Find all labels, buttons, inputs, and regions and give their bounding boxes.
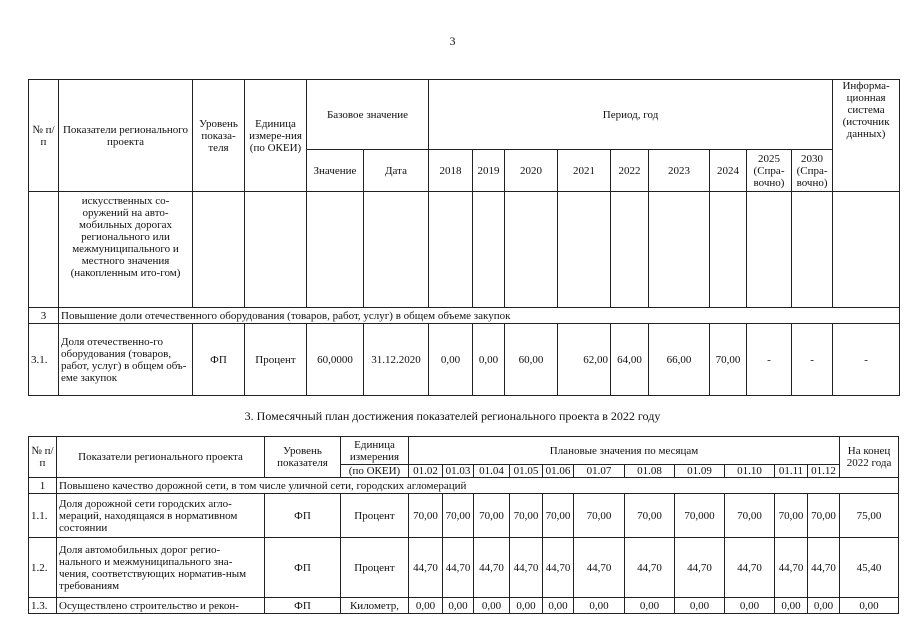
- month-value: 70,00: [409, 494, 443, 538]
- indicator-unit: Процент: [341, 494, 409, 538]
- year-value: 70,00: [710, 324, 747, 396]
- year-value: -: [792, 324, 833, 396]
- month-value: 70,00: [443, 494, 474, 538]
- month-value: 0,00: [474, 598, 510, 614]
- month-value: 44,70: [510, 538, 543, 598]
- row-number: 1.2.: [29, 538, 57, 598]
- row-number: 1.1.: [29, 494, 57, 538]
- month-value: 44,70: [574, 538, 625, 598]
- month-value: 0,00: [543, 598, 574, 614]
- month-header: 01.05: [510, 465, 543, 478]
- monthly-plan-table: [28, 436, 899, 614]
- month-value: 0,00: [775, 598, 808, 614]
- section-title: Повышено качество дорожной сети, в том числе уличной сети, городских агломераций: [57, 478, 899, 494]
- indicator-unit: Километр,: [341, 598, 409, 614]
- month-value: 44,70: [725, 538, 775, 598]
- col-unit-okei: (по ОКЕИ): [341, 465, 409, 478]
- month-value: 0,00: [409, 598, 443, 614]
- section-number: 3: [29, 308, 59, 324]
- col-num-header: № п/п: [29, 437, 57, 478]
- year-header: 2021: [558, 150, 611, 192]
- indicator-level: ФП: [265, 598, 341, 614]
- col-info-header: Информа-ционная система (источник данных): [833, 80, 900, 192]
- month-value: 70,00: [543, 494, 574, 538]
- col-unit-header: Единица измере-ния (по ОКЕИ): [245, 80, 307, 192]
- col-value-header: Значение: [307, 150, 364, 192]
- end-value: 0,00: [840, 598, 899, 614]
- year-value: 64,00: [611, 324, 649, 396]
- month-header: 01.12: [808, 465, 840, 478]
- col-indicator-header: Показатели регионального проекта: [59, 80, 193, 192]
- indicator-level: ФП: [265, 538, 341, 598]
- year-value: 0,00: [473, 324, 505, 396]
- table-row: [29, 494, 899, 538]
- row-number: 1.3.: [29, 598, 57, 614]
- section-caption: 3. Помесячный план достижения показателей регионального проекта в 2022 году: [244, 409, 661, 423]
- month-value: 0,00: [625, 598, 675, 614]
- month-value: 0,00: [443, 598, 474, 614]
- table-row: [29, 598, 899, 614]
- section-row: [29, 478, 899, 494]
- section-row: [29, 308, 900, 324]
- info-source: -: [833, 324, 900, 396]
- month-value: 44,70: [409, 538, 443, 598]
- month-value: 70,00: [474, 494, 510, 538]
- month-header: 01.09: [675, 465, 725, 478]
- year-header: 2023: [649, 150, 710, 192]
- table-row: [29, 324, 900, 396]
- col-level-header: Уровень показа-теля: [193, 80, 245, 192]
- end-value: 45,40: [840, 538, 899, 598]
- month-header: 01.11: [775, 465, 808, 478]
- base-date: 31.12.2020: [364, 324, 429, 396]
- month-header: 01.10: [725, 465, 775, 478]
- year-value: 62,00: [558, 324, 611, 396]
- month-value: 0,00: [675, 598, 725, 614]
- col-unit-header: Единица измерения: [341, 437, 409, 465]
- year-header: 2022: [611, 150, 649, 192]
- month-value: 44,70: [443, 538, 474, 598]
- col-planned-header: Плановые значения по месяцам: [409, 437, 840, 465]
- indicators-table: [28, 79, 900, 396]
- month-header: 01.07: [574, 465, 625, 478]
- month-value: 0,00: [808, 598, 840, 614]
- month-value: 44,70: [775, 538, 808, 598]
- section-number: 1: [29, 478, 57, 494]
- indicator-unit: Процент: [341, 538, 409, 598]
- col-level-header: Уровень показателя: [265, 437, 341, 478]
- base-value: 60,0000: [307, 324, 364, 396]
- month-value: 44,70: [474, 538, 510, 598]
- col-period-header: Период, год: [429, 80, 833, 150]
- month-value: 70,00: [510, 494, 543, 538]
- month-header: 01.08: [625, 465, 675, 478]
- year-header: 2030 (Спра-вочно): [792, 150, 833, 192]
- year-header: 2024: [710, 150, 747, 192]
- month-value: 44,70: [675, 538, 725, 598]
- section-title: Повышение доли отечественного оборудования (товаров, работ, услуг) в общем объеме закупок: [59, 308, 900, 324]
- year-value: 0,00: [429, 324, 473, 396]
- year-header: 2019: [473, 150, 505, 192]
- col-date-header: Дата: [364, 150, 429, 192]
- month-value: 0,00: [725, 598, 775, 614]
- table-row: [29, 192, 900, 308]
- year-value: 60,00: [505, 324, 558, 396]
- year-header: 2018: [429, 150, 473, 192]
- indicator-level: ФП: [193, 324, 245, 396]
- year-value: -: [747, 324, 792, 396]
- year-header: 2025 (Спра-вочно): [747, 150, 792, 192]
- month-value: 44,70: [543, 538, 574, 598]
- indicator-name: Осуществлено строительство и рекон-: [57, 598, 265, 614]
- row-number: 3.1.: [29, 324, 59, 396]
- month-value: 70,00: [725, 494, 775, 538]
- month-value: 70,00: [808, 494, 840, 538]
- month-value: 0,00: [574, 598, 625, 614]
- month-value: 70,00: [775, 494, 808, 538]
- month-value: 44,70: [625, 538, 675, 598]
- table-row: [29, 538, 899, 598]
- indicator-name: Доля автомобильных дорог регио-нального и межмуниципального зна-чения, соответствующих норматив-ным требованиям: [57, 538, 265, 598]
- year-header: 2020: [505, 150, 558, 192]
- month-header: 01.06: [543, 465, 574, 478]
- month-value: 70,000: [675, 494, 725, 538]
- month-value: 70,00: [625, 494, 675, 538]
- month-header: 01.04: [474, 465, 510, 478]
- col-num-header: № п/п: [29, 80, 59, 192]
- page-number: 3: [449, 34, 456, 48]
- col-base-header: Базовое значение: [307, 80, 429, 150]
- col-indicator-header: Показатели регионального проекта: [57, 437, 265, 478]
- month-header: 01.03: [443, 465, 474, 478]
- indicator-level: ФП: [265, 494, 341, 538]
- end-value: 75,00: [840, 494, 899, 538]
- indicator-name: Доля дорожной сети городских агло-мераций, находящаяся в нормативном состоянии: [57, 494, 265, 538]
- month-value: 0,00: [510, 598, 543, 614]
- month-value: 44,70: [808, 538, 840, 598]
- indicator-unit: Процент: [245, 324, 307, 396]
- indicator-name-continued: искусственных со-оружений на авто-мобильных дорогах регионального или межмуниципального и местного значения (накопленным ито-гом): [59, 192, 193, 308]
- col-end-header: На конец 2022 года: [840, 437, 899, 478]
- month-value: 70,00: [574, 494, 625, 538]
- indicator-name: Доля отечественно-го оборудования (товаров, работ, услуг) в общем объ-еме закупок: [59, 324, 193, 396]
- month-header: 01.02: [409, 465, 443, 478]
- year-value: 66,00: [649, 324, 710, 396]
